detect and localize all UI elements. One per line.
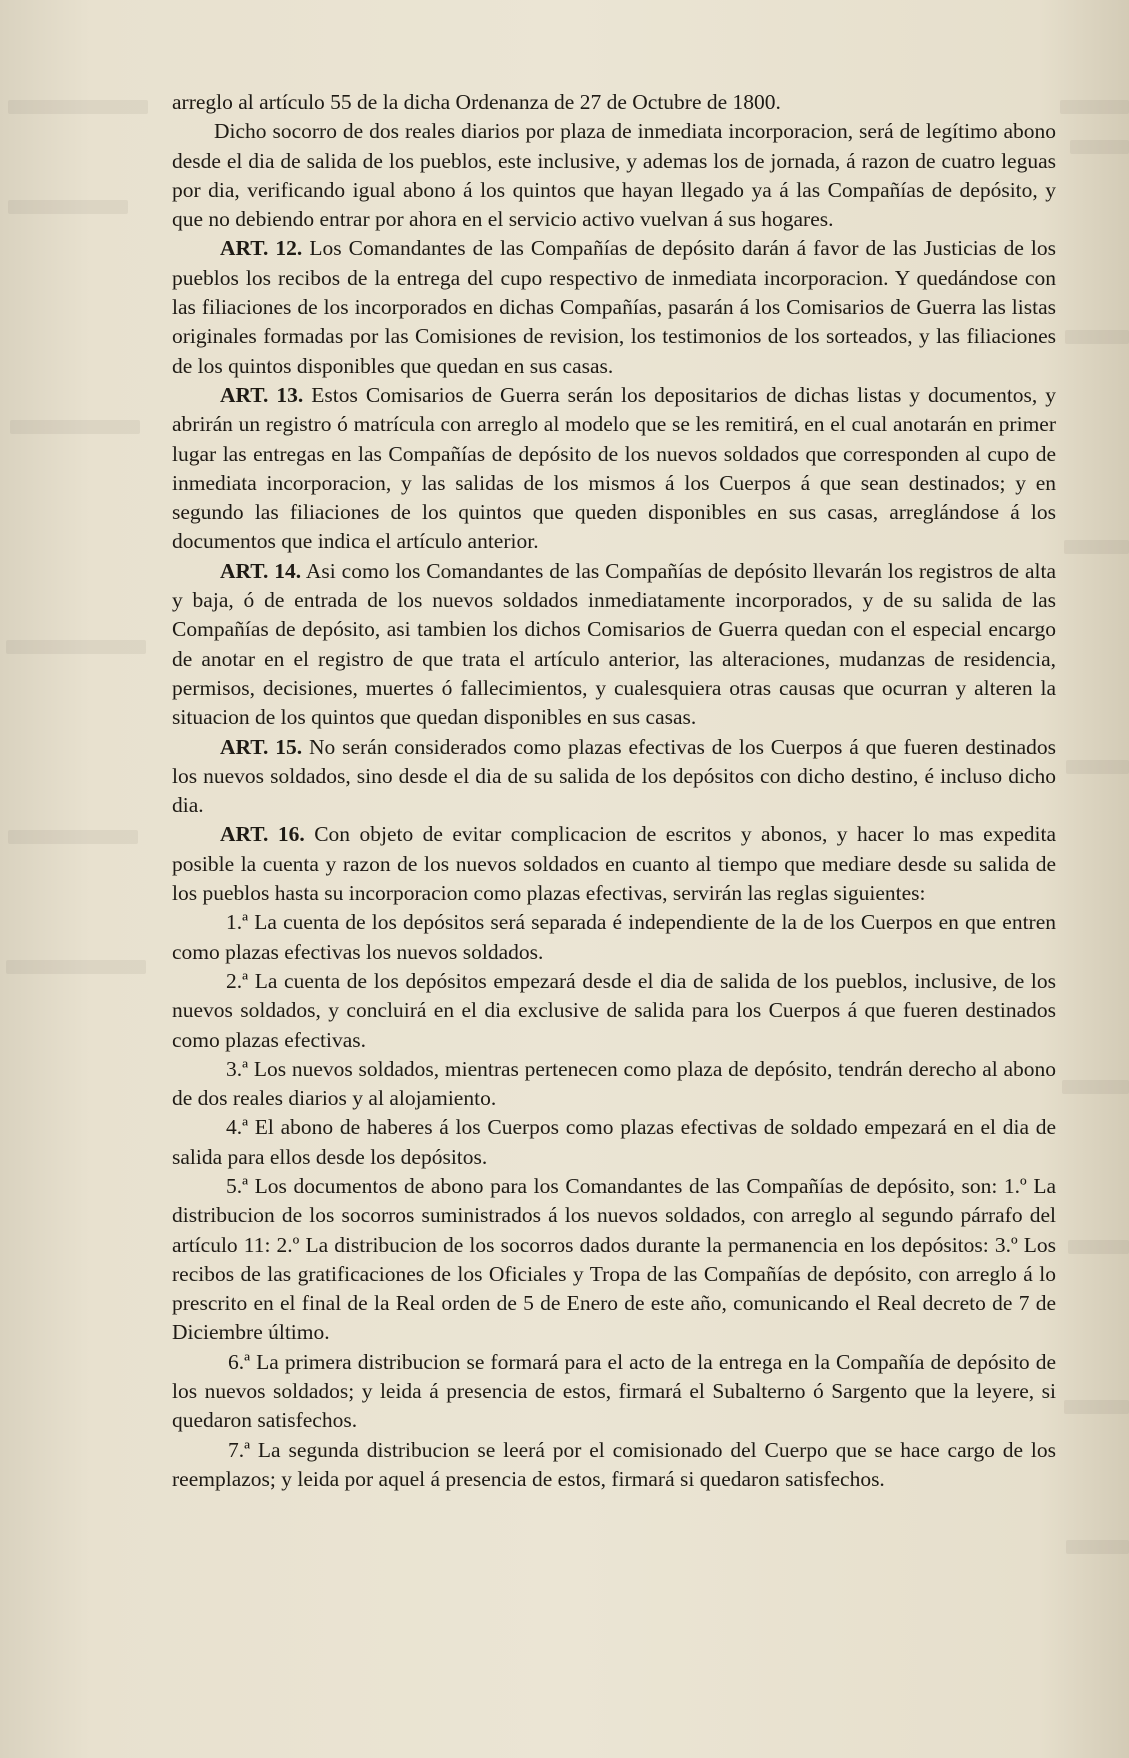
rule-label: 5.ª (226, 1173, 249, 1198)
rule-text: La cuenta de los depósitos empezará desde el dia de salida de los pueblos, inclusive, de los nuevos soldados, y concluirá en el dia exclusive de salida para los Cuerpos á que fueren destinados como plazas efectivas. (172, 968, 1057, 1052)
rule-label: 3.ª (226, 1056, 249, 1081)
paragraph-text: Dicho socorro de dos reales diarios por plaza de inmediata incorporacion, será de legítimo abono desde el dia de salida de los pueblos, este inclusive, y ademas los de jornada, á razon de cuatro leguas por dia, verificando igual abono á los quintos que hayan llegado ya á las Compañías de depósito, y que no debiendo entrar por ahora en el servicio activo vuelvan á sus hogares. (172, 119, 1056, 232)
article-text: Con objeto de evitar complicacion de escritos y abonos, y hacer lo mas expedita posible la cuenta y razon de los nuevos soldados en cuanto al tiempo que mediare desde su salida de los pueblos hasta su incorporacion como plazas efectivas, servirán las reglas siguientes: (172, 822, 1057, 906)
rule-6 (172, 1348, 1056, 1436)
rule-4 (172, 1113, 1056, 1172)
article-label: ART. 14. (220, 558, 302, 583)
article-text: No serán considerados como plazas efectivas de los Cuerpos á que fueren destinados los nuevos soldados, sino desde el dia de su salida de los depósitos con dicho destino, é incluso dicho dia. (172, 734, 1057, 818)
rule-7 (172, 1436, 1056, 1495)
rule-label: 2.ª (226, 968, 249, 993)
article-label: ART. 13. (220, 382, 304, 407)
rule-text: El abono de haberes á los Cuerpos como plazas efectivas de soldado empezará en el dia de salida para ellos desde los depósitos. (172, 1115, 1056, 1169)
rule-2 (172, 967, 1056, 1055)
rule-text: Los documentos de abono para los Comandantes de las Compañías de depósito, son: 1.º La distribucion de los socorros suministrados á los nuevos soldados, con arreglo al segundo párrafo del artículo 11: 2.º La distribucion de los socorros dados durante la permanencia en los depósitos: 3.º Los recibos de las gratificaciones de los Oficiales y Tropa de las Compañías de depósito, con arreglo á lo prescrito en el final de la Real orden de 5 de Enero de este año, comunicando el Real decreto de 7 de Diciembre último. (172, 1173, 1056, 1345)
rule-label: 1.ª (226, 910, 249, 935)
article-label: ART. 12. (220, 236, 303, 261)
rule-text: La primera distribucion se formará para el acto de la entrega en la Compañía de depósito de los nuevos soldados; y leida á presencia de estos, firmará el Subalterno ó Sargento que la leyere, si quedaron satisfechos. (172, 1349, 1057, 1433)
rule-1 (172, 908, 1056, 967)
article-14 (172, 557, 1056, 733)
rule-label: 7.ª (228, 1437, 251, 1462)
rule-label: 6.ª (228, 1349, 251, 1374)
document-body (172, 88, 1056, 1494)
article-label: ART. 16. (220, 822, 305, 847)
rule-3 (172, 1055, 1056, 1114)
rule-label: 4.ª (226, 1115, 249, 1140)
rule-text: La cuenta de los depósitos será separada é independiente de la de los Cuerpos en que entren como plazas efectivas los nuevos soldados. (172, 910, 1057, 964)
article-text: Los Comandantes de las Compañías de depósito darán á favor de las Justicias de los pueblos los recibos de la entrega del cupo respectivo de inmediata incorporacion. Y quedándose con las filiaciones de los incorporados en dichas Compañías, pasarán á los Comisarios de Guerra las listas originales formadas por las Comisiones de revision, los testimonios de los sorteados, y las filiaciones de los quintos disponibles que quedan en sus casas. (172, 236, 1057, 378)
paragraph (172, 117, 1056, 234)
article-text: Estos Comisarios de Guerra serán los depositarios de dichas listas y documentos, y abrirán un registro ó matrícula con arreglo al modelo que se les remitirá, en el cual anotarán en primer lugar las entregas en las Compañías de depósito de los nuevos soldados que corresponden al cupo de inmediata incorporacion, y las salidas de los mismos á los Cuerpos á que sean destinados; y en segundo las filiaciones de los quintos que queden disponibles en sus casas, arreglándose á los documentos que indica el artículo anterior. (172, 382, 1057, 554)
article-16 (172, 820, 1056, 908)
article-label: ART. 15. (220, 734, 303, 759)
paragraph-text: arreglo al artículo 55 de la dicha Ordenanza de 27 de Octubre de 1800. (172, 90, 781, 114)
article-text: Asi como los Comandantes de las Compañías de depósito llevarán los registros de alta y baja, ó de entrada de los nuevos soldados inmediatamente incorporados, y de su salida de las Compañías de depósito, asi tambien los dichos Comisarios de Guerra quedan con el especial encargo de anotar en el registro de que trata el artículo anterior, las alteraciones, mudanzas de residencia, permisos, decisiones, muertes ó fallecimientos, y cualesquiera otras causas que ocurran y alteren la situacion de los quintos que quedan disponibles en sus casas. (172, 558, 1056, 730)
article-13 (172, 381, 1056, 557)
paragraph (172, 88, 1056, 117)
rule-text: La segunda distribucion se leerá por el comisionado del Cuerpo que se hace cargo de los reemplazos; y leida por aquel á presencia de estos, firmará si quedaron satisfechos. (172, 1437, 1056, 1491)
rule-5 (172, 1172, 1056, 1348)
rule-text: Los nuevos soldados, mientras pertenecen como plaza de depósito, tendrán derecho al abono de dos reales diarios y al alojamiento. (172, 1056, 1057, 1111)
article-12 (172, 234, 1056, 380)
article-15 (172, 733, 1056, 821)
